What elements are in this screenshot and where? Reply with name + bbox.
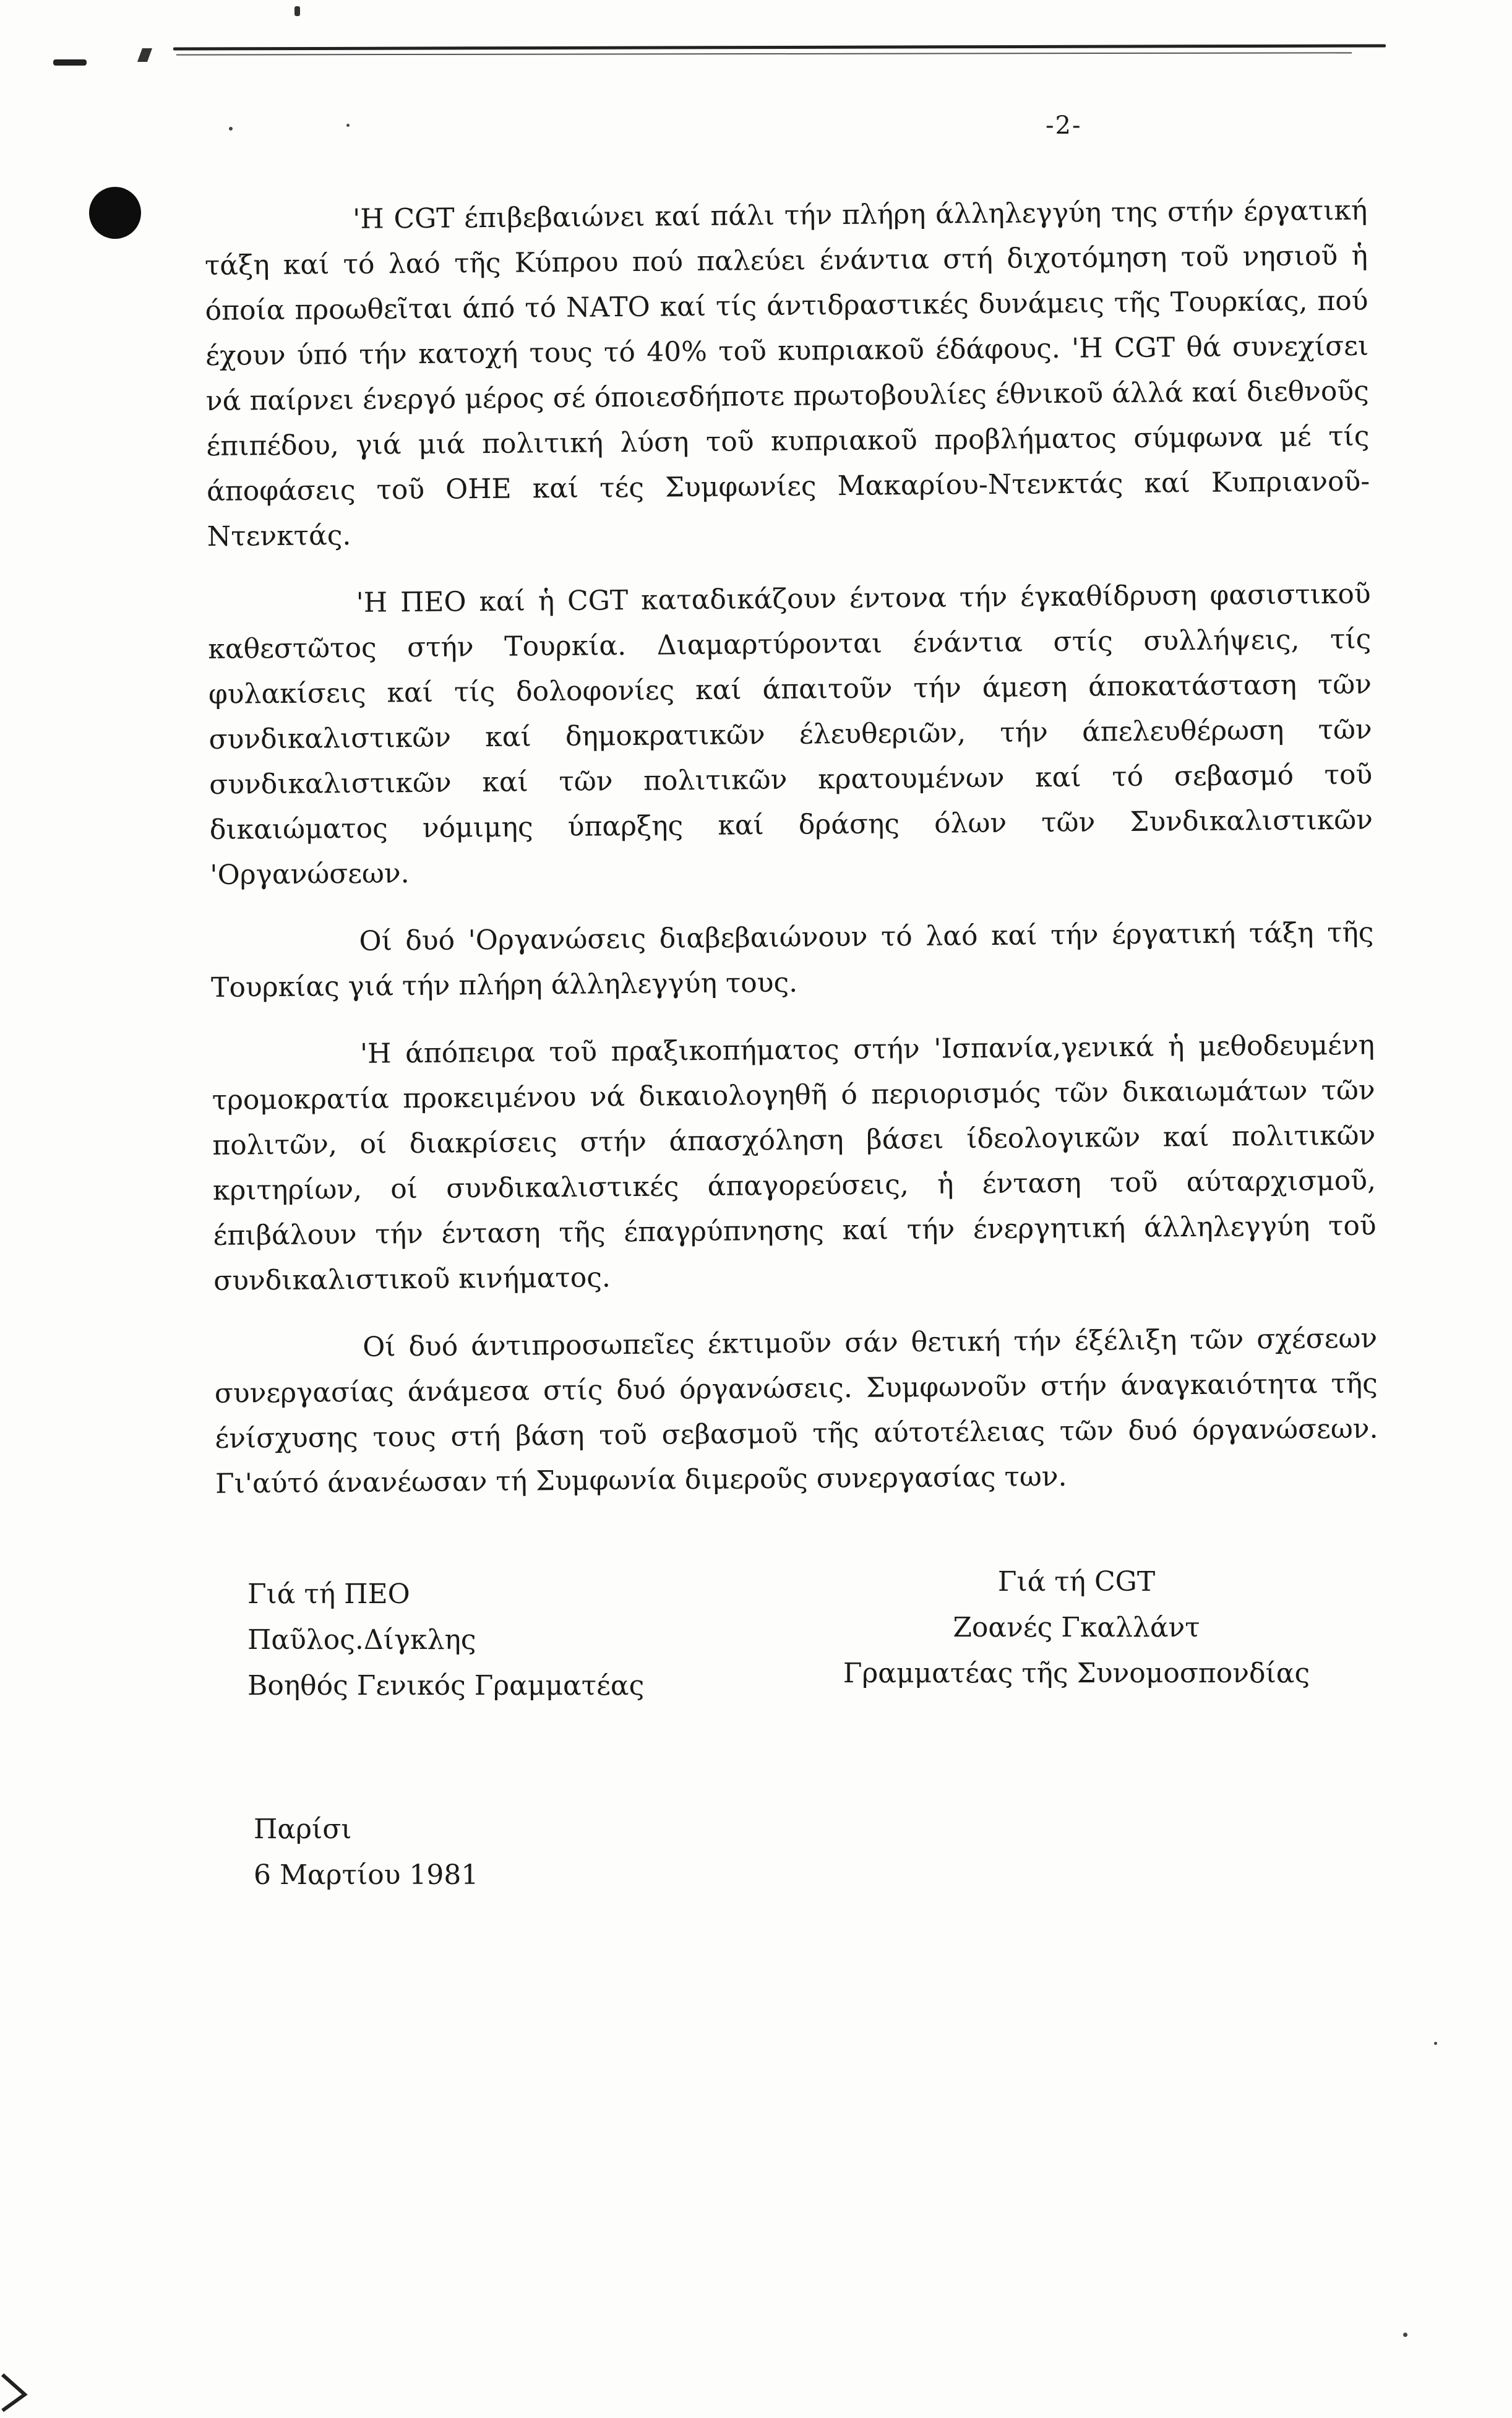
signature-org-label: Γιά τή CGT: [997, 1566, 1156, 1598]
signatory-name: Ζοανές Γκαλλάντ: [953, 1612, 1200, 1643]
scan-mark: [137, 48, 152, 62]
signatory-name: Παῦλος.Δίγκλης: [247, 1624, 476, 1656]
place-date: [254, 1807, 478, 1898]
punch-hole: [89, 187, 141, 239]
scan-speck: [1403, 2333, 1407, 2337]
page-number: -2-: [1046, 111, 1082, 140]
scan-top-rule: [173, 44, 1386, 50]
letter-body: [204, 188, 1379, 1529]
signature-cgt: [829, 1559, 1324, 1697]
scan-mark: [53, 59, 87, 66]
signature-org-label: Γιά τή ΠΕΟ: [247, 1578, 410, 1610]
scan-speck: [229, 127, 233, 131]
paragraph-cooperation: Οί δυό άντιπροσωπεῖες έκτιμοῦν σάν θετική τήν έξέλιξη τῶν σχέσεων συνεργασίας άνάμεσα στίς δυό όργανώσεις. Συμφωνοῦν στήν άναγκαιότητα τῆς ένίσχυσης τους στή βάση τοῦ σεβασμοῦ τῆς αύτοτέλειας τῶν δυό όργανώσεων. Γι'αύτό άνανέωσαν τή Συμφωνία διμεροῦς συνεργασίας των.: [214, 1322, 1378, 1500]
date: 6 Μαρτίου 1981: [254, 1859, 479, 1891]
paragraph-spain: 'Η άπόπειρα τοῦ πραξικοπήματος στήν 'Ισπανία,γενικά ἡ μεθοδευμένη τρομοκρατία προκειμένου νά δικαιολογηθῆ ό περιορισμός τῶν δικαιωμάτων τῶν πολιτῶν, οί διακρίσεις στήν άπασχόληση βάσει ίδεολογικῶν καί πολιτικῶν κριτηρίων, οί συνδικαλιστικές άπαγορεύσεις, ἡ ένταση τοῦ αύταρχισμοῦ, έπιβάλουν τήν ένταση τῆς έπαγρύπνησης καί τήν ένεργητική άλληλεγγύη τοῦ συνδικαλιστικοῦ κινήματος.: [212, 1029, 1377, 1297]
paragraph-cyprus: 'Η CGT έπιβεβαιώνει καί πάλι τήν πλήρη άλληλεγγύη της στήν έργατική τάξη καί τό λαό τῆς Κύπρου πού παλεύει ένάντια στή διχοτόμηση τοῦ νησιοῦ ἡ όποία προωθεῖται άπό τό ΝΑΤΟ καί τίς άντιδραστικές δυνάμεις τῆς Τουρκίας, πού έχουν ύπό τήν κατοχή τους τό 40% τοῦ κυπριακοῦ έδάφους. 'Η CGT θά συνεχίσει νά παίρνει ένεργό μέρος σέ όποιεσδήποτε πρωτοβουλίες έθνικοῦ άλλά καί διεθνοῦς έπιπέδου, γιά μιά πολιτική λύση τοῦ κυπριακοῦ προβλήματος σύμφωνα μέ τίς άποφάσεις τοῦ ΟΗΕ καί τές Συμφωνίες Μακαρίου-Ντενκτάς καί Κυπριανοῦ-Ντενκτάς.: [204, 194, 1370, 553]
paragraph-solidarity: Οί δυό 'Οργανώσεις διαβεβαιώνουν τό λαό καί τήν έργατική τάξη τῆς Τουρκίας γιά τήν πλήρη άλληλεγγύη τους.: [210, 916, 1374, 1004]
scan-corner-mark: [0, 2370, 43, 2413]
scan-speck: [346, 124, 350, 127]
scan-top-rule: [176, 52, 1352, 55]
scan-speck: [1434, 2042, 1437, 2045]
paragraph-turkey: 'Η ΠΕΟ καί ἡ CGT καταδικάζουν έντονα τήν έγκαθίδρυση φασιστικοῦ καθεστῶτος στήν Τουρκία. Διαμαρτύρονται ένάντια στίς συλλήψεις, τίς φυλακίσεις καί τίς δολοφονίες καί άπαιτοῦν τήν άμεση άποκατάσταση τῶν συνδικαλιστικῶν καί δημοκρατικῶν έλευθεριῶν, τήν άπελευθέρωση τῶν συνδικαλιστικῶν καί τῶν πολιτικῶν κρατουμένων καί τό σεβασμό τοῦ δικαιώματος νόμιμης ύπαρξης καί δράσης όλων τῶν Συνδικαλιστικῶν 'Οργανώσεων.: [208, 578, 1373, 891]
signatory-title: Γραμματέας τῆς Συνομοσπονδίας: [843, 1658, 1310, 1689]
scan-speck: [294, 6, 300, 16]
signature-peo: [247, 1572, 644, 1709]
signature-block: [247, 1559, 1361, 1745]
place: Παρίσι: [254, 1814, 352, 1845]
signatory-title: Βοηθός Γενικός Γραμματέας: [247, 1670, 645, 1702]
